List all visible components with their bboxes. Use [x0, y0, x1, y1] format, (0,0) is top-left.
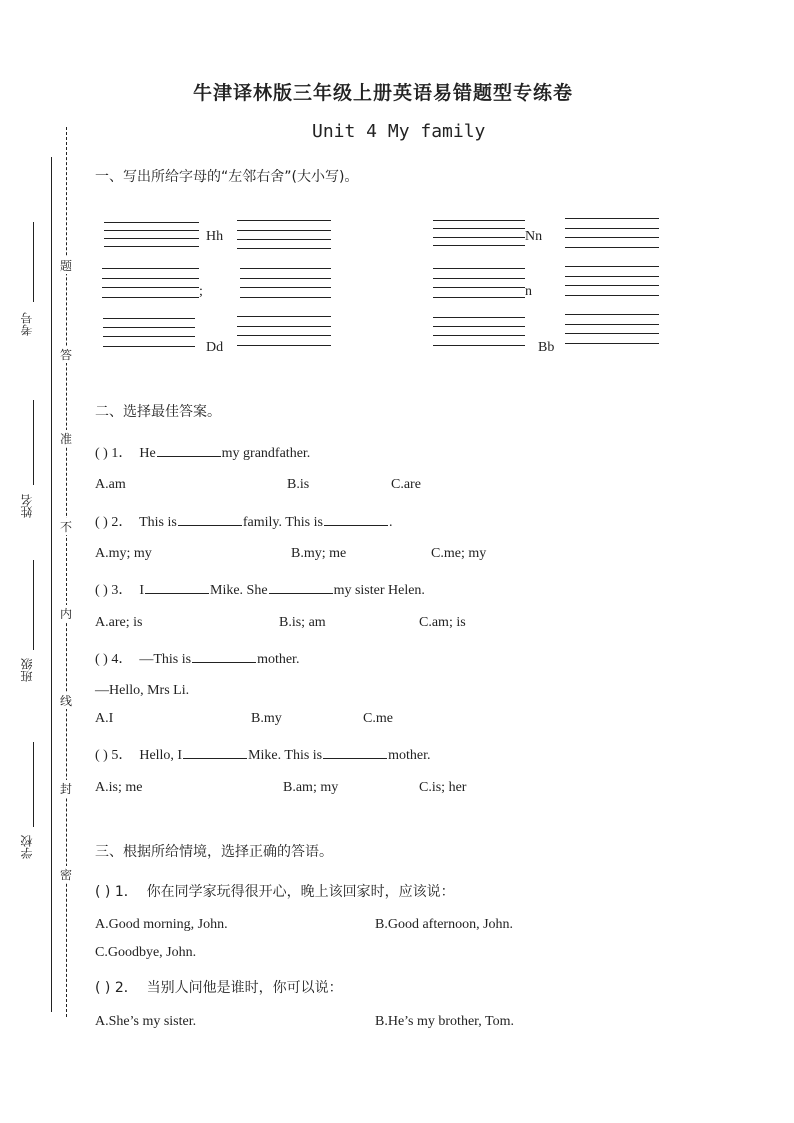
question-text: This is	[139, 515, 177, 530]
margin-field-line	[33, 560, 34, 650]
answer-paren[interactable]: ( )	[95, 884, 111, 900]
answer-paren[interactable]: ( )	[95, 652, 108, 667]
option-c[interactable]: C.are	[391, 477, 421, 492]
question-number: 1．	[114, 884, 138, 900]
question-number: 3．	[111, 583, 133, 598]
option-b[interactable]: B.is; am	[279, 615, 326, 630]
given-letter: n	[525, 284, 532, 299]
margin-label-name: 姓名	[20, 494, 34, 518]
option-a[interactable]: A.my; my	[95, 546, 152, 561]
answer-paren[interactable]: ( )	[95, 583, 108, 598]
seal-char: 封	[60, 782, 73, 796]
question-3-1	[95, 881, 455, 901]
question-text: I	[139, 583, 144, 598]
question-dialogue-line: —Hello, Mrs Li.	[95, 683, 190, 698]
question-text: mother.	[257, 652, 300, 667]
question-2-3	[95, 579, 425, 599]
option-b[interactable]: B.is	[287, 477, 310, 492]
option-a[interactable]: A.is; me	[95, 780, 143, 795]
section3-heading: 三、根据所给情境，选择正确的答语。	[95, 844, 333, 860]
margin-label-school: 学校	[20, 835, 34, 859]
given-letter: Dd	[206, 340, 224, 355]
question-2-2	[95, 511, 392, 531]
page-subtitle: Unit 4 My family	[312, 121, 486, 142]
answer-blank[interactable]	[183, 745, 247, 759]
margin-field-line	[33, 222, 34, 302]
option-c[interactable]: C.Goodbye, John.	[95, 945, 197, 960]
section2-heading: 二、选择最佳答案。	[95, 404, 221, 420]
answer-paren[interactable]: ( )	[95, 980, 111, 996]
question-text: mother.	[388, 748, 431, 763]
answer-blank[interactable]	[269, 580, 333, 594]
section1-heading: 一、写出所给字母的“左邻右舍”(大小写)。	[95, 169, 359, 185]
question-text: family. This is	[242, 515, 323, 530]
question-text: my grandfather.	[221, 446, 311, 461]
option-b[interactable]: B.my; me	[291, 546, 347, 561]
question-text: 当别人问他是谁时，你可以说：	[146, 980, 343, 996]
question-number: 2．	[111, 515, 133, 530]
option-c[interactable]: C.am; is	[419, 615, 466, 630]
seal-char: 题	[60, 259, 73, 273]
question-text: Mike. This is	[248, 748, 323, 763]
question-2-4	[95, 648, 299, 668]
seal-char: 答	[60, 348, 73, 362]
option-b[interactable]: B.my	[251, 711, 282, 726]
question-text: Mike. She	[210, 583, 268, 598]
question-2-1	[95, 442, 310, 462]
margin-field-line	[33, 742, 34, 827]
option-b[interactable]: B.am; my	[283, 780, 339, 795]
option-b[interactable]: B.He’s my brother, Tom.	[375, 1014, 514, 1029]
seal-char: 密	[60, 868, 73, 882]
margin-label-exam-number: 考号	[20, 312, 34, 336]
option-c[interactable]: C.me; my	[431, 546, 487, 561]
margin-label-class: 班级	[20, 658, 34, 682]
option-a[interactable]: A.I	[95, 711, 114, 726]
question-text: —This is	[139, 652, 192, 667]
answer-blank[interactable]	[145, 580, 209, 594]
answer-blank[interactable]	[192, 649, 256, 663]
answer-blank[interactable]	[178, 512, 242, 526]
question-number: 2．	[114, 980, 138, 996]
option-a[interactable]: A.Good morning, John.	[95, 917, 228, 932]
question-3-2	[95, 977, 343, 997]
option-a[interactable]: A.are; is	[95, 615, 143, 630]
seal-char: 线	[60, 694, 73, 708]
answer-paren[interactable]: ( )	[95, 515, 108, 530]
seal-char: 不	[60, 520, 73, 534]
question-text: He	[139, 446, 156, 461]
option-a[interactable]: A.She’s my sister.	[95, 1014, 197, 1029]
margin-solid-line	[51, 157, 52, 1012]
option-a[interactable]: A.am	[95, 477, 126, 492]
question-number: 5．	[111, 748, 133, 763]
option-b[interactable]: B.Good afternoon, John.	[375, 917, 514, 932]
answer-paren[interactable]: ( )	[95, 446, 108, 461]
page-title: 牛津译林版三年级上册英语易错题型专练卷	[193, 83, 574, 104]
question-text: Hello, I	[139, 748, 183, 763]
question-text: .	[388, 515, 393, 530]
question-text: 你在同学家玩得很开心，晚上该回家时，应该说：	[146, 884, 455, 900]
option-c[interactable]: C.is; her	[419, 780, 467, 795]
given-letter: ;	[199, 284, 203, 299]
answer-blank[interactable]	[323, 745, 387, 759]
given-letter: Bb	[538, 340, 555, 355]
answer-paren[interactable]: ( )	[95, 748, 108, 763]
answer-blank[interactable]	[157, 443, 221, 457]
question-text: my sister Helen.	[333, 583, 425, 598]
question-number: 1．	[111, 446, 133, 461]
seal-char: 内	[60, 607, 73, 621]
margin-field-line	[33, 400, 34, 485]
seal-char: 准	[60, 432, 73, 446]
answer-blank[interactable]	[324, 512, 388, 526]
question-number: 4．	[111, 652, 133, 667]
question-2-5	[95, 744, 431, 764]
given-letter: Nn	[525, 229, 543, 244]
given-letter: Hh	[206, 229, 224, 244]
option-c[interactable]: C.me	[363, 711, 393, 726]
